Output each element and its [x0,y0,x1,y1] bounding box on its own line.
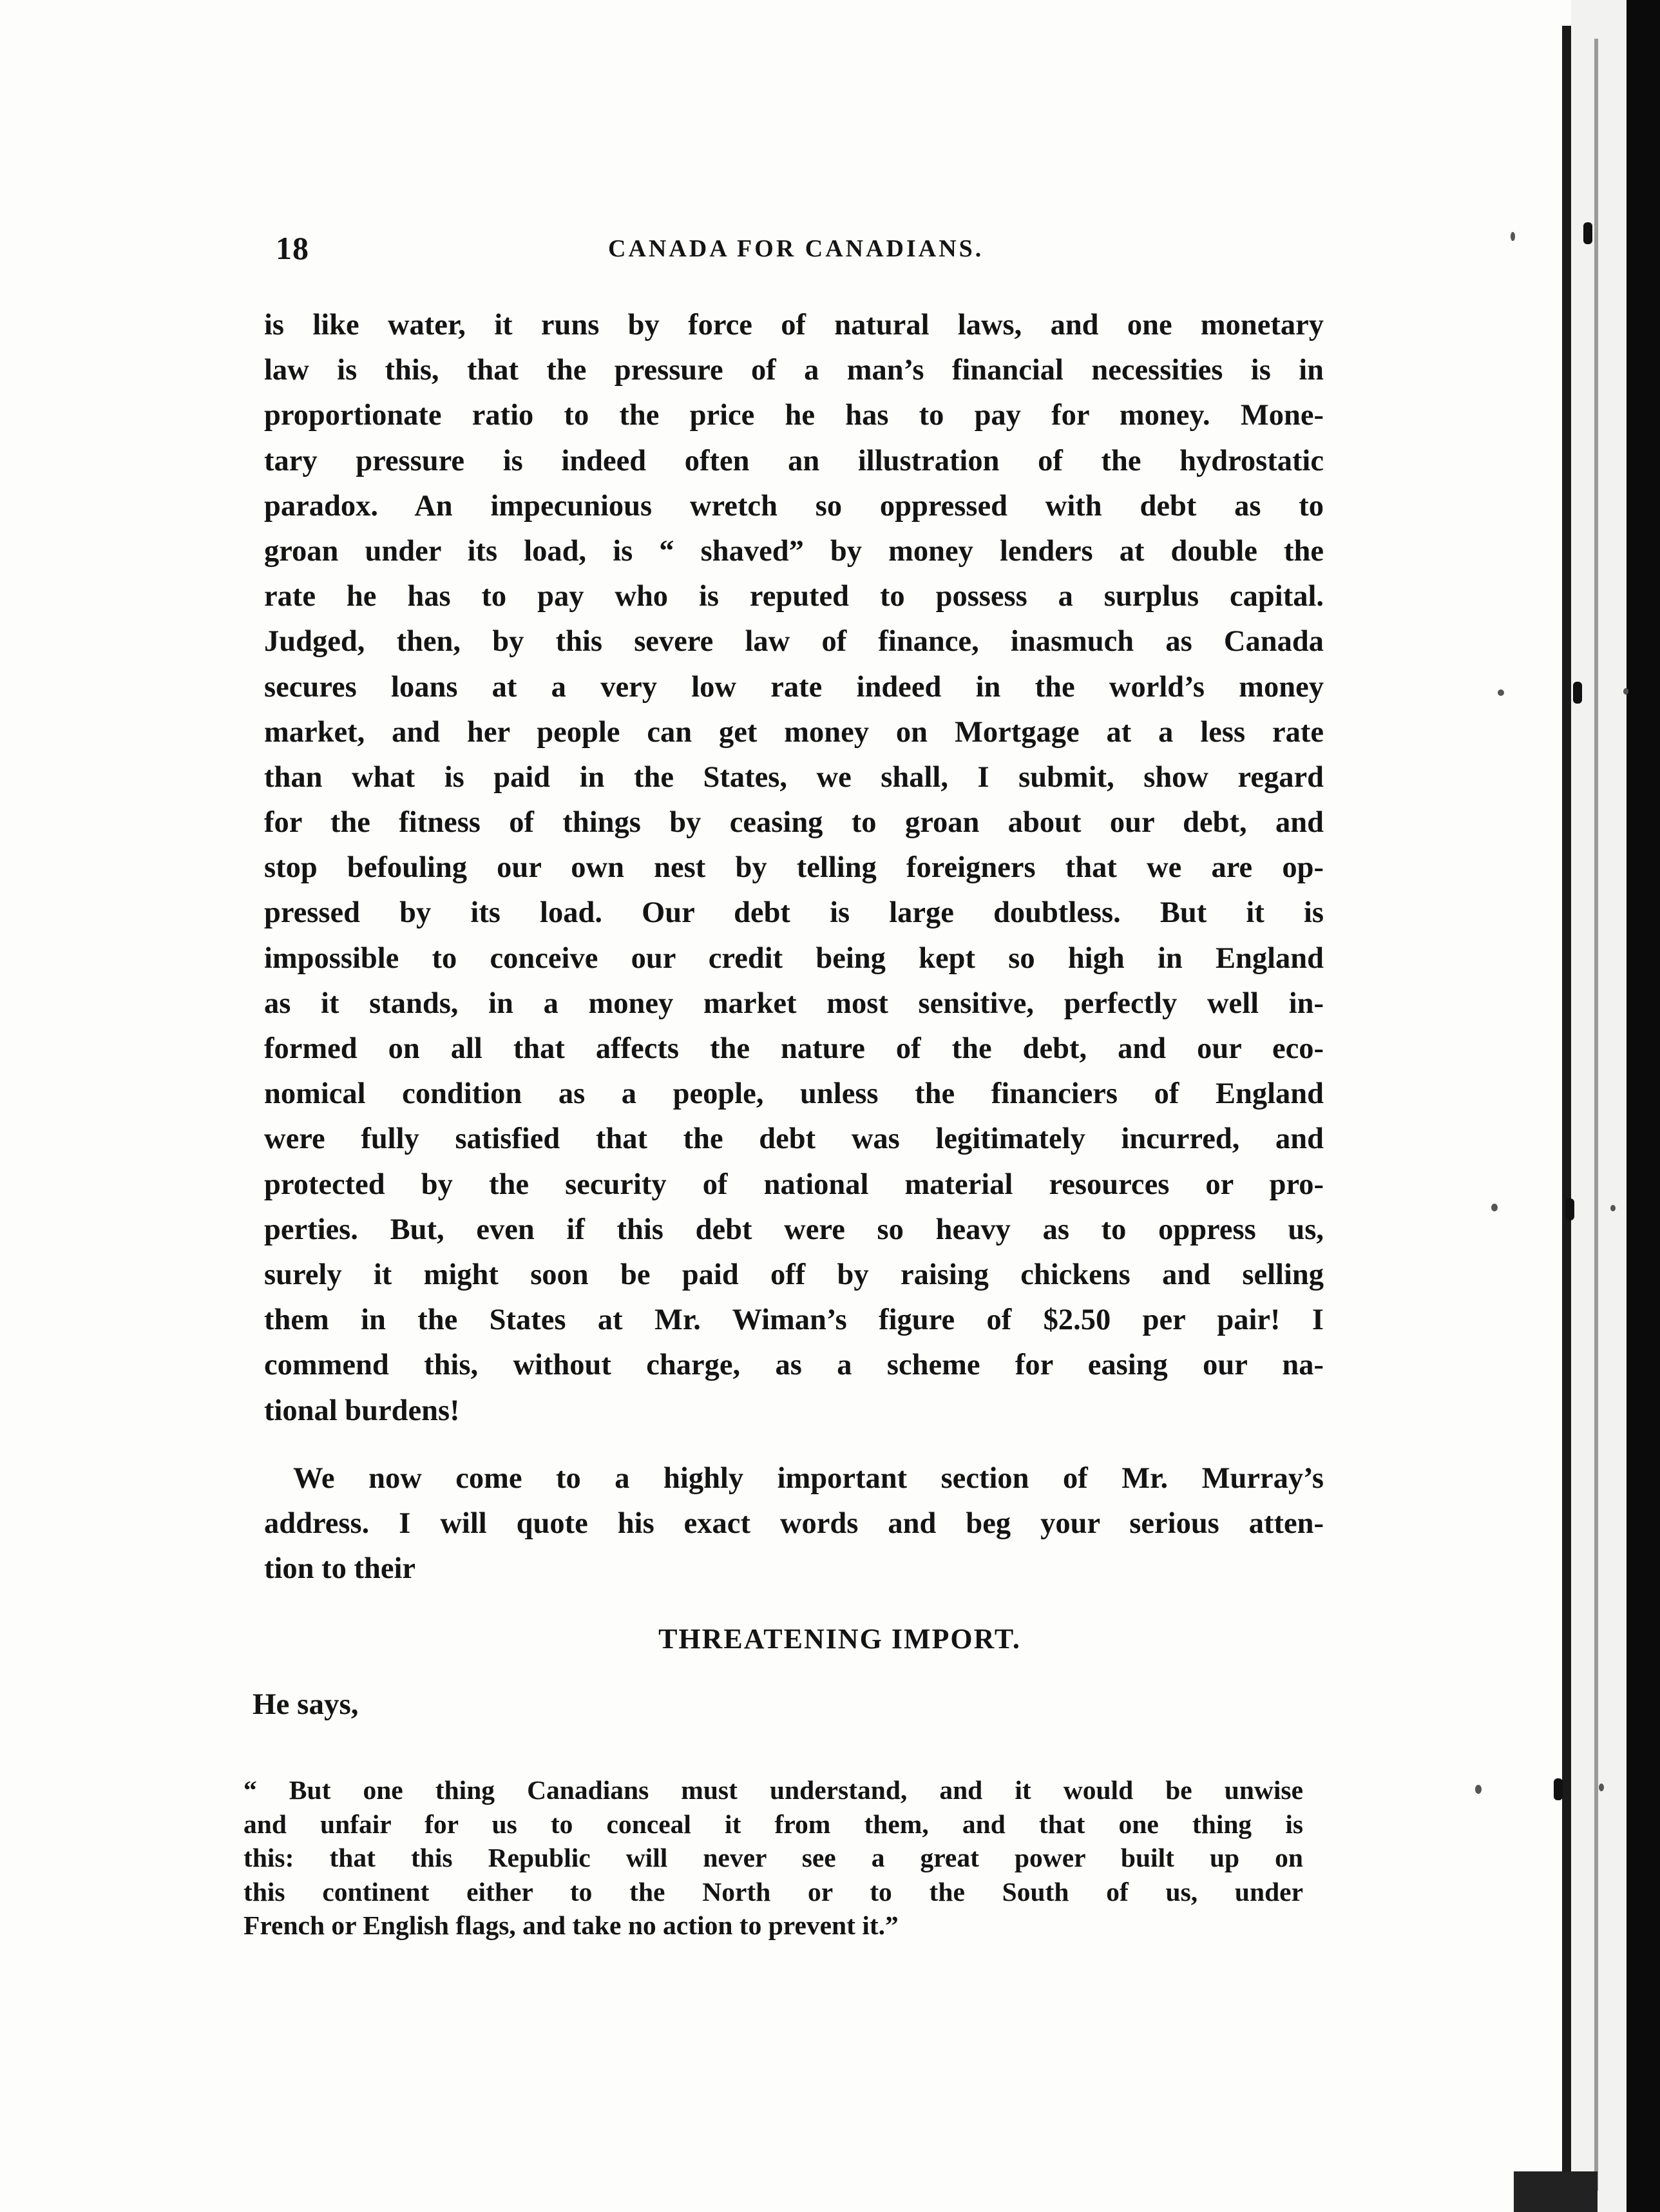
scan-speck [1511,232,1515,241]
scan-speck [1475,1785,1482,1794]
running-head [276,229,1339,274]
adjacent-page-margin [1571,0,1627,2212]
text-line: We now come to a highly important section of Mr. Murray’s [293,1462,1324,1495]
text-line: them in the States at Mr. Wiman’s figure of $2.50 per pair! I [264,1303,1324,1337]
page-number: 18 [276,230,309,266]
section-heading: THREATENING IMPORT. [658,1623,1021,1655]
binding-mark [1573,682,1582,704]
scan-corner [1514,2171,1598,2212]
text-line: tary pressure is indeed often an illustration of the hydrostatic [264,444,1324,477]
text-line: perties. But, even if this debt were so heavy as to oppress us, [264,1213,1324,1246]
scan-speck [1498,689,1504,696]
text-line: nomical condition as a people, unless the financiers of England [264,1077,1324,1111]
quote-line: French or English flags, and take no action to prevent it.” [243,1910,899,1940]
text-line: commend this, without charge, as a scheme for easing our na- [264,1349,1324,1382]
text-line: paradox. An impecunious wretch so oppressed with debt as to [264,489,1324,523]
binding-mark [1565,1198,1574,1220]
text-line: as it stands, in a money market most sensitive, perfectly well in- [264,986,1324,1020]
text-line: secures loans at a very low rate indeed in the world’s money [264,670,1324,704]
text-line: for the fitness of things by ceasing to groan about our debt, and [264,806,1324,840]
quote-line: this: that this Republic will never see a great power built up on [243,1843,1303,1872]
book-title: CANADA FOR CANADIANS. [608,235,984,262]
text-line: rate he has to pay who is reputed to possess a surplus capital. [264,580,1324,613]
text-line: than what is paid in the States, we shall, I submit, show regard [264,760,1324,794]
text-line: protected by the security of national material resources or pro- [264,1168,1324,1201]
scan-speck [1491,1204,1498,1211]
text-line: surely it might soon be paid off by raising chickens and selling [264,1258,1324,1291]
text-line: tion to their [264,1552,416,1586]
text-line: stop befouling our own nest by telling foreigners that we are op- [264,851,1324,885]
body-paragraph-1 [264,303,1324,1434]
quote-line: this continent either to the North or to the South of us, under [243,1876,1303,1907]
text-line: formed on all that affects the nature of the debt, and our eco- [264,1032,1324,1065]
scan-border [1627,0,1660,2212]
scan-speck [1610,1205,1616,1211]
text-line: proportionate ratio to the price he has to pay for money. Mone- [264,399,1324,432]
text-line: market, and her people can get money on Mortgage at a less rate [264,715,1324,749]
scan-speck [1623,688,1628,695]
text-line: impossible to conceive our credit being kept so high in England [264,941,1324,975]
binding-mark [1583,222,1592,244]
binding-shadow [1594,39,1598,2191]
block-quote [243,1773,1303,1943]
text-line: tional burdens! [264,1394,460,1427]
quote-line: “ But one thing Canadians must understand, and it would be unwise [243,1775,1303,1805]
quote-line: and unfair for us to conceal it from them, and that one thing is [243,1809,1303,1839]
text-line: were fully satisfied that the debt was legitimately incurred, and [264,1122,1324,1156]
text-line: groan under its load, is “ shaved” by money lenders at double the [264,534,1324,568]
text-line: address. I will quote his exact words and beg your serious atten- [264,1507,1324,1541]
text-line: law is this, that the pressure of a man’s financial necessities is in [264,354,1324,387]
text-line: Judged, then, by this severe law of finance, inasmuch as Canada [264,625,1324,659]
scan-speck [1599,1784,1604,1791]
lead-in-text: He says, [253,1688,359,1721]
binding-edge [1562,26,1571,2191]
text-line: is like water, it runs by force of natural laws, and one monetary [264,309,1324,341]
text-line: pressed by its load. Our debt is large doubtless. But it is [264,896,1324,930]
binding-mark [1554,1778,1563,1800]
body-paragraph-2 [264,1456,1324,1592]
